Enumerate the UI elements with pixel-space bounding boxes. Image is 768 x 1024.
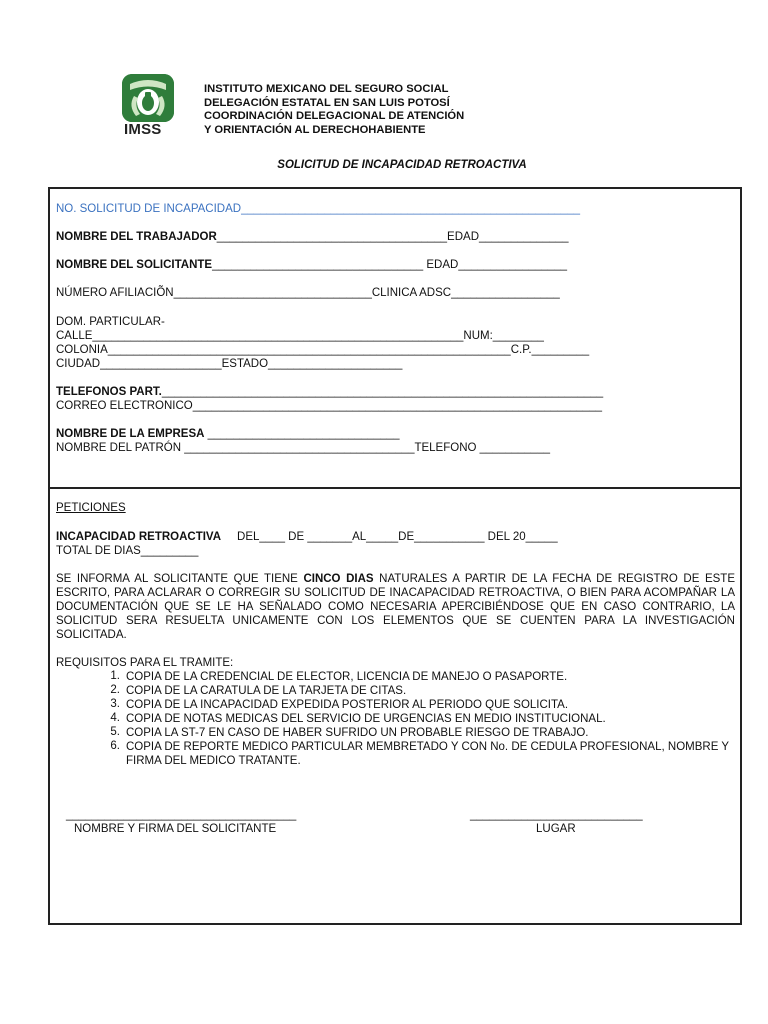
aviso-cinco-dias: CINCO DIAS [303, 573, 374, 585]
req-number: 2. [110, 684, 120, 696]
patron-field[interactable]: NOMBRE DEL PATRÓN ____________________________________TELEFONO ___________ [56, 442, 550, 454]
institution-line: COORDINACIÓN DELEGACIONAL DE ATENCIÓN [204, 110, 465, 123]
imss-eagle-icon [122, 74, 174, 122]
req-number: 3. [110, 698, 120, 710]
institution-line: DELEGACIÓN ESTATAL EN SAN LUIS POTOSÍ [204, 96, 450, 109]
requisito-item: COPIA DE LA CREDENCIAL DE ELECTOR, LICENCIA DE MANEJO O PASAPORTE. [126, 671, 568, 683]
correo-field[interactable]: CORREO ELECTRONICO________________________________________________________________ [56, 400, 603, 412]
nombre-solicitante-blank[interactable]: _________________________________ EDAD_________________ [212, 259, 568, 271]
incapacidad-dates-blank[interactable]: DEL____ DE _______AL_____DE___________ DEL 20_____ [221, 531, 558, 543]
requisito-item: COPIA DE LA INCAPACIDAD EXPEDIDA POSTERIOR AL PERIODO QUE SOLICITA. [126, 699, 569, 711]
institution-line: Y ORIENTACIÓN AL DERECHOHABIENTE [204, 123, 426, 136]
requisitos-title: REQUISITOS PARA EL TRAMITE: [56, 657, 234, 669]
nombre-solicitante-label: NOMBRE DEL SOLICITANTE [56, 259, 213, 271]
peticiones-heading: PETICIONES [56, 502, 126, 514]
requisito-item: COPIA LA ST-7 EN CASO DE HABER SUFRIDO UN PROBABLE RIESGO DE TRABAJO. [126, 727, 589, 739]
empresa-label: NOMBRE DE LA EMPRESA [56, 428, 205, 440]
calle-field[interactable]: CALLE__________________________________________________________NUM:________ [56, 330, 544, 342]
lugar-label: LUGAR [536, 823, 576, 835]
aviso-text-2: NATURALES A PARTIR DE LA FECHA DE REGISTRO DE ESTE ESCRITO, PARA ACLARAR O CORREGIR SU SOLICITUD DE INACAPACIDAD RETROACTIVA, O BIEN PARA ACOMPAÑAR LA DOCUMENTACIÓN QUE SE LE HA SEÑALADO COMO NECESARIA APERCIBIÉNDOSE QUE EN CASO CONTRARIO, LA SOLICITUD SERA RESUELTA UNICAMENTE CON LOS ELEMENTOS QUE SE CUENTEN PARA LA INVESTIGACIÓN SOLICITADA. [56, 573, 735, 641]
institution-line: INSTITUTO MEXICANO DEL SEGURO SOCIAL [204, 83, 449, 95]
empresa-blank[interactable]: ______________________________ [204, 428, 400, 440]
numero-afiliacion-field[interactable]: NÚMERO AFILIACIÕN_______________________________CLINICA ADSC_________________ [56, 287, 560, 299]
incapacidad-label: INCAPACIDAD RETROACTIVA [56, 531, 222, 543]
aviso-text-1: SE INFORMA AL SOLICITANTE QUE TIENE [56, 573, 304, 585]
req-number: 4. [110, 712, 120, 724]
telefonos-field[interactable] [56, 385, 603, 399]
lugar-signature-line[interactable]: ___________________________ [470, 809, 643, 821]
firma-signature-line[interactable]: ____________________________________ [66, 809, 297, 821]
nombre-trabajador-blank[interactable]: ____________________________________EDAD______________ [216, 231, 569, 243]
requisito-item: COPIA DE NOTAS MEDICAS DEL SERVICIO DE URGENCIAS EN MEDIO INSTITUCIONAL. [126, 713, 606, 725]
telefonos-blank[interactable]: _____________________________________________________________________ [161, 386, 604, 398]
domicilio-label: DOM. PARTICULAR- [56, 316, 165, 328]
nombre-trabajador-label: NOMBRE DEL TRABAJADOR [56, 231, 217, 243]
nombre-solicitante-field[interactable] [56, 258, 567, 272]
req-number: 5. [110, 726, 120, 738]
req-number: 1. [110, 670, 120, 682]
no-solicitud-field[interactable]: NO. SOLICITUD DE INCAPACIDAD_____________________________________________________ [56, 203, 581, 215]
imss-logo [120, 74, 176, 138]
nombre-trabajador-field[interactable] [56, 230, 569, 244]
total-dias-field[interactable]: TOTAL DE DIAS_________ [56, 545, 199, 557]
req-number: 6. [110, 740, 120, 752]
imss-logo-text: IMSS [124, 121, 162, 138]
colonia-field[interactable]: COLONIA_______________________________________________________________C.P._________ [56, 344, 590, 356]
incapacidad-retroactiva-field[interactable] [56, 530, 558, 544]
firma-label: NOMBRE Y FIRMA DEL SOLICITANTE [74, 823, 277, 835]
requisito-item: COPIA DE REPORTE MEDICO PARTICULAR MEMBRETADO Y CON No. DE CEDULA PROFESIONAL, NOMBRE Y FIRMA DEL MEDICO TRATANTE. [126, 741, 729, 767]
requisito-item: COPIA DE LA CARATULA DE LA TARJETA DE CITAS. [126, 685, 407, 697]
telefonos-label: TELEFONOS PART. [56, 386, 162, 398]
document-title: SOLICITUD DE INCAPACIDAD RETROACTIVA [277, 159, 527, 171]
aviso-paragraph [56, 572, 735, 642]
institution-heading [204, 83, 464, 137]
ciudad-field[interactable]: CIUDAD___________________ESTADO_____________________ [56, 358, 403, 370]
empresa-field[interactable] [56, 427, 400, 441]
